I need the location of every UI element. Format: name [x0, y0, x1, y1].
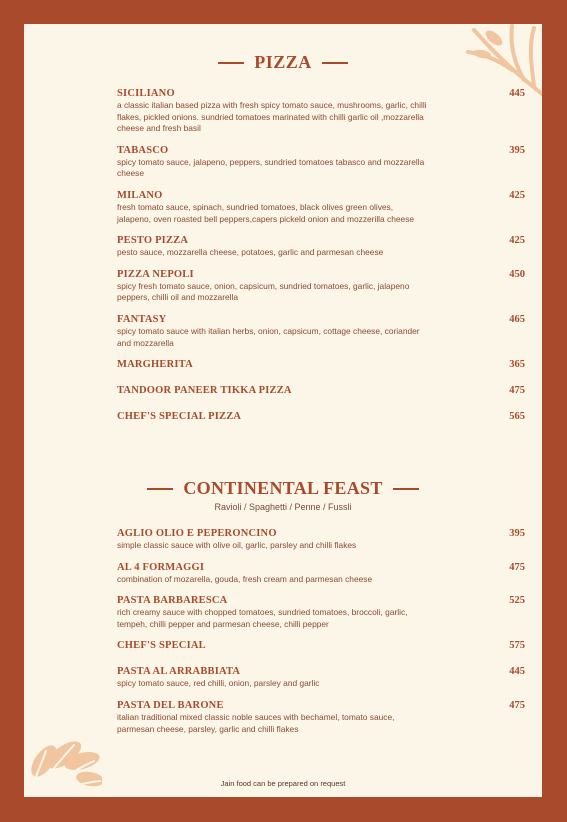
item-price: 425: [509, 189, 525, 201]
item-price: 475: [509, 385, 525, 397]
continental-title: CONTINENTAL FEAST: [183, 478, 383, 498]
menu-item-aglio-olio: [117, 527, 525, 552]
item-price: 395: [509, 528, 525, 539]
menu-item-chefs-special-pizza: [117, 410, 525, 423]
menu-item-al-4-formaggi: [117, 561, 525, 586]
item-price: 425: [509, 235, 525, 247]
menu-item-pasta-al-arrabbiata: [117, 665, 525, 690]
item-description: spicy tomato sauce, jalapeno, peppers, sundried tomatoes tabasco and mozzarella cheese: [117, 156, 425, 179]
menu-item-siciliano: [117, 87, 525, 135]
item-name: MARGHERITA: [117, 359, 193, 371]
item-name: CHEF'S SPECIAL PIZZA: [117, 411, 242, 423]
item-name: AGLIO OLIO E PEPERONCINO: [117, 528, 277, 539]
continental-section-heading: [24, 478, 542, 499]
heading-rule-left: [218, 62, 244, 64]
menu-item-pasta-del-barone: [117, 699, 525, 735]
item-description: spicy tomato sauce with italian herbs, onion, capsicum, cottage cheese, coriander and mozzarella: [117, 325, 420, 348]
menu-item-milano: [117, 189, 525, 225]
item-name: MILANO: [117, 189, 163, 201]
continental-list: [117, 527, 525, 744]
item-description: rich creamy sauce with chopped tomatoes, sundried tomatoes, broccoli, garlic, tempeh, chilli pepper and parmesan cheese, chilli pepper: [117, 607, 408, 629]
pizza-section-heading: [24, 52, 542, 73]
item-name: PASTA BARBARESCA: [117, 595, 228, 607]
menu-item-tandoor-paneer-tikka-pizza: [117, 384, 525, 397]
item-price: 465: [509, 313, 525, 325]
item-description: a classic italian based pizza with fresh spicy tomato sauce, mushrooms, garlic, chilli flakes, pickled onions. sundried tomatoes marinated with chilli garlic oil ,mozzarella cheese and fresh basil: [117, 100, 427, 134]
item-description: pesto sauce, mozzarella cheese, potatoes, garlic and parmesan cheese: [117, 247, 384, 258]
menu-page: [24, 24, 542, 797]
item-price: 395: [509, 144, 525, 156]
item-price: 525: [509, 595, 525, 607]
footer-note: Jain food can be prepared on request: [220, 779, 346, 788]
item-name: TANDOOR PANEER TIKKA PIZZA: [117, 385, 292, 397]
item-price: 365: [509, 359, 525, 371]
item-name: AL 4 FORMAGGI: [117, 561, 205, 573]
item-description: combination of mozarella, gouda, fresh cream and parmesan cheese: [117, 573, 373, 584]
continental-subtitle: Ravioli / Spaghetti / Penne / Fussli: [214, 502, 352, 512]
item-name: PASTA AL ARRABBIATA: [117, 666, 241, 678]
item-price: 445: [509, 88, 525, 99]
pizza-title: PIZZA: [254, 52, 312, 72]
item-name: TABASCO: [117, 144, 169, 156]
menu-item-pizza-nepoli: [117, 268, 525, 304]
item-price: 565: [509, 411, 525, 423]
pizza-list: [117, 87, 525, 436]
item-description: spicy tomato sauce, red chilli, onion, parsley and garlic: [117, 678, 320, 689]
item-price: 475: [509, 699, 525, 711]
heading-rule-left: [147, 488, 173, 490]
item-description: spicy fresh tomato sauce, onion, capsicum, sundried tomatoes, garlic, jalapeno peppers, chilli oil and mozzarella: [117, 280, 410, 303]
item-name: PASTA DEL BARONE: [117, 699, 224, 711]
item-price: 445: [509, 666, 525, 678]
item-price: 450: [509, 268, 525, 280]
item-name: PIZZA NEPOLI: [117, 268, 194, 280]
item-price: 475: [509, 561, 525, 573]
item-description: simple classic sauce with olive oil, garlic, parsley and chilli flakes: [117, 540, 357, 550]
menu-item-chefs-special: [117, 639, 525, 652]
heading-rule-right: [322, 62, 348, 64]
item-name: SICILIANO: [117, 88, 175, 99]
item-description: italian traditional mixed classic noble sauces with bechamel, tomato sauce, parmesan cheese, parsley, garlic and chilli flakes: [117, 711, 395, 734]
menu-item-pasta-barbaresca: [117, 594, 525, 630]
item-name: FANTASY: [117, 313, 167, 325]
item-price: 575: [509, 640, 525, 652]
heading-rule-right: [393, 488, 419, 490]
menu-item-tabasco: [117, 144, 525, 180]
menu-item-pesto-pizza: [117, 234, 525, 259]
item-name: PESTO PIZZA: [117, 235, 189, 247]
item-description: fresh tomato sauce, spinach, sundried tomatoes, black olives green olives, jalapeno, oven roasted bell peppers,capers pickeld onion and mozzerilla cheese: [117, 201, 415, 224]
item-name: CHEF'S SPECIAL: [117, 640, 206, 652]
menu-item-margherita: [117, 358, 525, 371]
menu-item-fantasy: [117, 313, 525, 349]
